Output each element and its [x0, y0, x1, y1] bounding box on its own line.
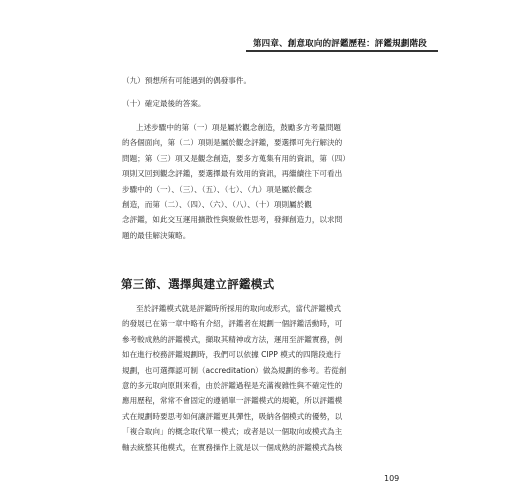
paragraph-line: 題的最佳解決策略。 — [122, 230, 191, 240]
header-rule — [246, 50, 438, 52]
list-item-9: （九）預想所有可能遇到的偶發事件。 — [122, 76, 252, 85]
paragraph-line: 式在規劃時要思考如何讓評鑑更具彈性，吸納各個模式的優勢，以 — [122, 411, 343, 421]
paragraph-line: 至於評鑑模式就是評鑑時所採用的取向或形式，當代評鑑模式 — [136, 304, 342, 313]
paragraph-line: 「複合取向」的概念取代單一模式；或者是以一個取向或模式為主 — [122, 427, 343, 437]
paragraph-line: 創造，而第（二）、（四）、（六）、（八）、（十）項則屬於觀 — [122, 200, 312, 210]
list-item-10: （十）確定最後的答案。 — [122, 99, 206, 108]
paragraph-line: 應用歷程，常常不會固定的遵循單一評鑑模式的規範，所以評鑑模 — [122, 396, 343, 406]
paragraph-line: 如在進行校務評鑑規劃時，我們可以依據 CIPP 模式的四階段進行 — [122, 350, 341, 360]
paragraph-line: 步驟中的（一）、（三）、（五）、（七）、（九）項是屬於觀念 — [122, 184, 312, 194]
paragraph-evaluation-models — [122, 301, 346, 455]
paragraph-line: 參考較成熟的評鑑模式，擷取其精神或方法，運用至評鑑實務，例 — [122, 334, 343, 344]
section-title: 第三節、選擇與建立評鑑模式 — [121, 276, 275, 291]
paragraph-line: 意的多元取向原則來看，由於評鑑過程是充滿複雜性與不確定性的 — [122, 381, 343, 391]
paragraph-line: 問題；第（三）項又是觀念創造，要多方蒐集有用的資訊，第（四） — [122, 153, 350, 163]
paragraph-line: 的各個面向，第（二）項則是屬於觀念評鑑，要選擇可先行解決的 — [122, 138, 343, 148]
chapter-header-title: 第四章、創意取向的評鑑歷程：評鑑規劃階段 — [252, 39, 427, 49]
paragraph-line: 的發展已在第一章中略有介紹，評鑑者在規劃一個評鑑活動時，可 — [122, 319, 343, 329]
page-number: 109 — [384, 474, 400, 483]
paragraph-step-analysis — [122, 120, 350, 243]
paragraph-line: 念評鑑，如此交互運用擴散性與聚斂性思考，發揮創造力，以求問 — [122, 215, 343, 225]
paragraph-line: 上述步驟中的第（一）項是屬於觀念創造，鼓勵多方考量問題 — [136, 123, 342, 132]
paragraph-line: 項則又回到觀念評鑑，要選擇最有效用的資訊，再繼續往下可看出 — [122, 169, 343, 179]
paragraph-line: 軸去統整其他模式，在實務操作上就是以一個成熟的評鑑模式為核 — [122, 442, 343, 452]
paragraph-line: 規劃，也可選擇認可制（accreditation）做為規劃的參考。若從創 — [122, 365, 347, 375]
